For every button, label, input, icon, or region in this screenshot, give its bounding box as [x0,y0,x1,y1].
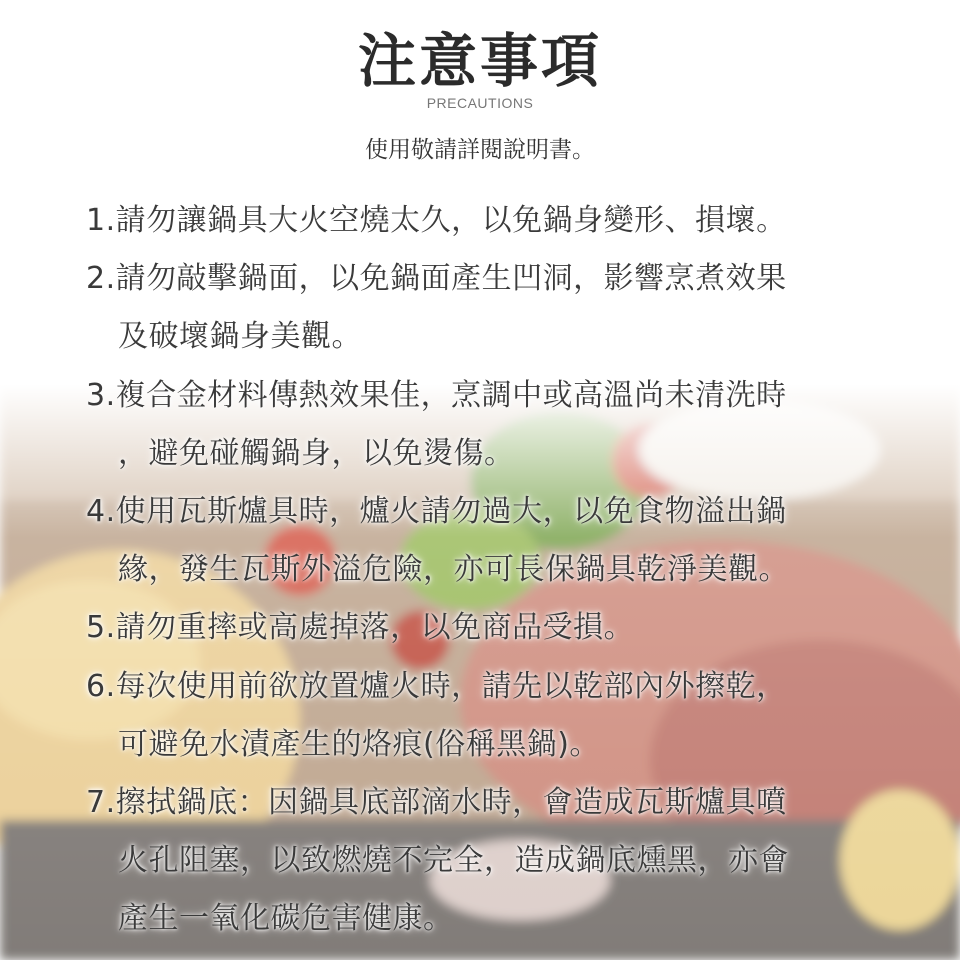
precaution-line: 5.請勿重摔或高處掉落，以免商品受損。 [86,610,635,646]
precaution-line: 及破壞鍋身美觀。 [118,319,362,355]
precaution-line: 1.請勿讓鍋具大火空燒太久，以免鍋身變形、損壞。 [86,203,787,238]
page-subtitle: PRECAUTIONS [426,95,534,111]
precaution-line: 緣，發生瓦斯外溢危險，亦可長保鍋具乾淨美觀。 [118,552,789,588]
precaution-line: 6.每次使用前欲放置爐火時，請先以乾部內外擦乾， [86,668,787,704]
precaution-line: 2.請勿敲擊鍋面，以免鍋面產生凹洞，影響烹煮效果 [86,261,787,297]
precaution-line: ，避免碰觸鍋身，以免燙傷。 [118,435,515,471]
precaution-line: 產生一氧化碳危害健康。 [118,901,454,937]
precaution-list [86,192,886,948]
precaution-line: 7.擦拭鍋底：因鍋具底部滴水時，會造成瓦斯爐具噴 [86,784,787,820]
precaution-line: 4.使用瓦斯爐具時，爐火請勿過大，以免食物溢出鍋 [86,493,787,529]
precaution-line: 火孔阻塞，以致燃燒不完全，造成鍋底燻黑，亦會 [118,843,789,879]
page-title: 注意事項 [357,27,602,95]
precaution-line: 可避免水漬產生的烙痕(俗稱黑鍋)。 [118,726,600,762]
intro-text: 使用敬請詳閱說明書。 [365,137,595,163]
precaution-line: 3.複合金材料傳熱效果佳，烹調中或高溫尚未清洗時 [86,377,787,413]
